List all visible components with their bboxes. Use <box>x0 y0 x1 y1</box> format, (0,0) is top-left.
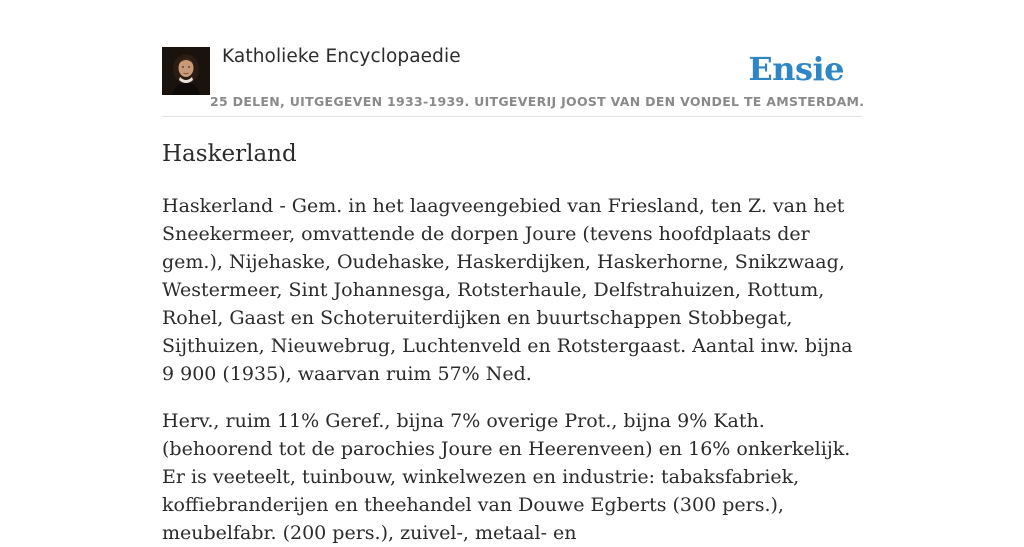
source-subtitle: 25 DELEN, UITGEGEVEN 1933-1939. UITGEVERIJ JOOST VAN DEN VONDEL TE AMSTERDAM. <box>210 94 865 109</box>
entry-paragraph: Herv., ruim 11% Geref., bijna 7% overige Prot., bijna 9% Kath. (behoorend tot de parochies Joure en Heerenveen) en 16% onkerkelijk. Er is veeteelt, tuinbouw, winkelwezen en industrie: tabaksfabriek, koffiebranderijen en theehandel van Douwe Egberts (300 pers.), meubelfabr. (200 pers.), zuivel-, metaal- en <box>162 410 851 544</box>
source-header <box>162 44 865 117</box>
entry-content <box>162 138 862 547</box>
entry-paragraph: Haskerland - Gem. in het laagveengebied van Friesland, ten Z. van het Sneekermeer, omvattende de dorpen Joure (tevens hoofdplaats der gem.), Nijehaske, Oudehaske, Haskerdijken, Haskerhorne, Snikzwaag, Westermeer, Sint Johannesga, Rotsterhaule, Delfstrahuizen, Rottum, Rohel, Gaast en Schoteruiterdijken en buurtschappen Stobbegat, Sijthuizen, Nieuwebrug, Luchtenveld en Rotstergaast. Aantal inw. bijna 9 900 (1935), waarvan ruim 57% Ned. <box>162 195 853 385</box>
entry-title: Haskerland <box>162 141 297 167</box>
source-title[interactable]: Katholieke Encyclopaedie <box>222 46 461 67</box>
portrait-icon <box>162 47 210 95</box>
brand-logo[interactable]: Ensie <box>748 50 844 88</box>
avatar[interactable] <box>162 47 210 95</box>
